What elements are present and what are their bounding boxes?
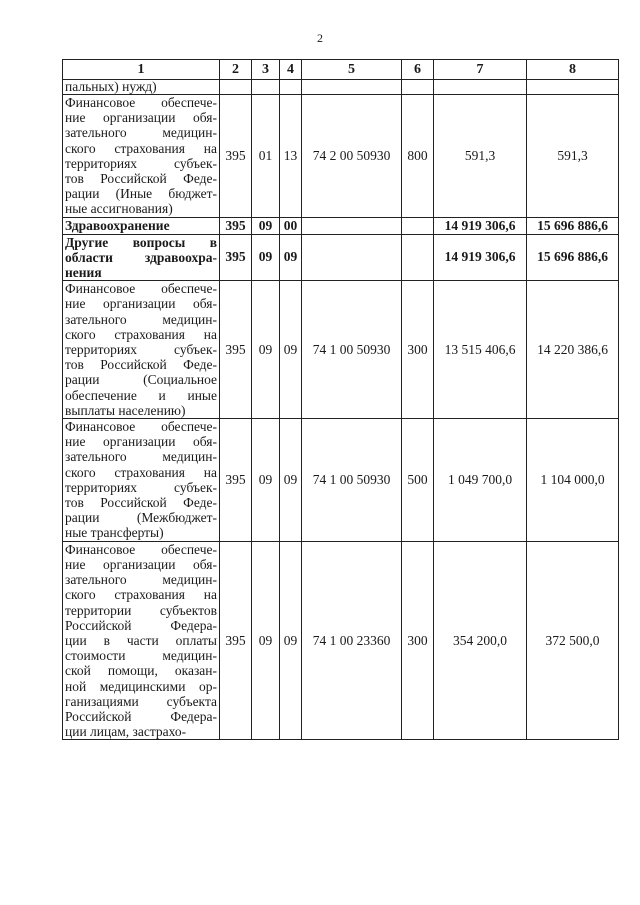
- row-name: [63, 95, 220, 218]
- cell-c6: [402, 234, 434, 281]
- cell-c7: 13 515 406,6: [434, 281, 527, 419]
- cell-c8: 1 104 000,0: [527, 419, 619, 542]
- row-name-line: зательного медицин-: [65, 311, 217, 327]
- header-row: [63, 60, 619, 80]
- table-row: [63, 281, 619, 419]
- row-name-line: территориях субъек-: [65, 342, 217, 358]
- cell-c5: [302, 217, 402, 234]
- row-name: [63, 217, 220, 234]
- row-name-line: Финансовое обеспече-: [65, 95, 217, 110]
- cell-c8: 15 696 886,6: [527, 234, 619, 281]
- cell-c6: 300: [402, 281, 434, 419]
- cell-c2: 395: [220, 234, 252, 281]
- row-name-line: зательного медицин-: [65, 449, 217, 465]
- row-name-line: ганизациями субъекта: [65, 693, 217, 709]
- row-name: [63, 234, 220, 281]
- cell-c7: 14 919 306,6: [434, 217, 527, 234]
- row-name-line: ние организации обя-: [65, 556, 217, 572]
- header-cell: 2: [220, 60, 252, 80]
- budget-table: [62, 59, 619, 740]
- header-cell: 4: [280, 60, 302, 80]
- row-name-line: ского страхования на: [65, 464, 217, 480]
- cell-c4: 09: [280, 419, 302, 542]
- table-row: [63, 95, 619, 218]
- row-name-line: области здравоохра-: [65, 249, 217, 265]
- row-name-line: ные ассигнования): [65, 201, 173, 217]
- row-name-line: нения: [65, 265, 102, 281]
- table-row: [63, 419, 619, 542]
- row-name-line: ского страхования на: [65, 140, 217, 156]
- header-cell: 8: [527, 60, 619, 80]
- cell-c2: 395: [220, 217, 252, 234]
- row-name-line: Финансовое обеспече-: [65, 419, 217, 435]
- cell-c3: 01: [252, 95, 280, 218]
- cell-c5: 74 1 00 50930: [302, 281, 402, 419]
- header-cell: 6: [402, 60, 434, 80]
- cell-c7: 354 200,0: [434, 541, 527, 740]
- row-name-line: ние организации обя-: [65, 110, 217, 126]
- cell-c7: 1 049 700,0: [434, 419, 527, 542]
- header-cell: 3: [252, 60, 280, 80]
- cell-c5: [302, 234, 402, 281]
- row-name-line: ции в части оплаты: [65, 632, 217, 648]
- cell-c5: 74 1 00 23360: [302, 541, 402, 740]
- cell-c4: 09: [280, 541, 302, 740]
- table-row: [63, 541, 619, 740]
- row-name-line: Российской Федера-: [65, 708, 217, 724]
- row-name-line: территориях субъек-: [65, 479, 217, 495]
- row-name-line: Финансовое обеспече-: [65, 541, 217, 557]
- row-name-line: Финансовое обеспече-: [65, 281, 217, 297]
- continuation-row: [63, 80, 619, 95]
- cell-c4: 09: [280, 234, 302, 281]
- cell-c8: 372 500,0: [527, 541, 619, 740]
- cell-c6: 800: [402, 95, 434, 218]
- cell-c2: 395: [220, 419, 252, 542]
- row-name-line: ние организации обя-: [65, 296, 217, 312]
- cell-c3: 09: [252, 541, 280, 740]
- cell-c8: 591,3: [527, 95, 619, 218]
- table-row: [63, 217, 619, 234]
- cell-c6: 500: [402, 419, 434, 542]
- row-name-line: ской помощи, оказан-: [65, 663, 217, 679]
- cell-c4: 00: [280, 217, 302, 234]
- cell-c3: 09: [252, 419, 280, 542]
- row-name-line: стоимости медицин-: [65, 648, 217, 664]
- row-name-line: территории субъектов: [65, 602, 217, 618]
- row-name-line: тов Российской Феде-: [65, 171, 217, 187]
- row-name-line: зательного медицин-: [65, 125, 217, 141]
- cell-c2: 395: [220, 95, 252, 218]
- row-name-line: ные трансферты): [65, 525, 164, 541]
- cell-c3: 09: [252, 217, 280, 234]
- cell-c8: 14 220 386,6: [527, 281, 619, 419]
- row-name: [63, 541, 220, 740]
- row-name-line: выплаты населению): [65, 402, 186, 418]
- cell-c4: 13: [280, 95, 302, 218]
- row-name: [63, 419, 220, 542]
- cell-c6: 300: [402, 541, 434, 740]
- row-name-line: обеспечение и иные: [65, 387, 217, 403]
- row-name-line: Российской Федера-: [65, 617, 217, 633]
- cell-c7: 14 919 306,6: [434, 234, 527, 281]
- row-name-line: Здравоохранение: [65, 218, 170, 234]
- cell-c3: 09: [252, 281, 280, 419]
- cell-c5: 74 2 00 50930: [302, 95, 402, 218]
- row-name-line: ной медицинскими ор-: [65, 678, 217, 694]
- row-name-line: ние организации обя-: [65, 434, 217, 450]
- cell-c6: [402, 217, 434, 234]
- row-name-line: тов Российской Феде-: [65, 495, 217, 511]
- table-row: [63, 234, 619, 281]
- cell-c4: 09: [280, 281, 302, 419]
- row-name-line: ского страхования на: [65, 326, 217, 342]
- row-name-line: Другие вопросы в: [65, 234, 217, 250]
- cell-c2: 395: [220, 541, 252, 740]
- row-name-line: зательного медицин-: [65, 572, 217, 588]
- header-cell: 1: [63, 60, 220, 80]
- row-name-line: ции лицам, застрахо-: [65, 724, 187, 740]
- row-name-line: рации (Социальное: [65, 372, 217, 388]
- row-name: [63, 281, 220, 419]
- cell-c7: 591,3: [434, 95, 527, 218]
- cell-c8: 15 696 886,6: [527, 217, 619, 234]
- cell-c3: 09: [252, 234, 280, 281]
- continuation-text: пальных) нужд): [63, 80, 220, 95]
- row-name-line: ского страхования на: [65, 587, 217, 603]
- cell-c5: 74 1 00 50930: [302, 419, 402, 542]
- row-name-line: рации (Иные бюджет-: [65, 186, 217, 202]
- cell-c2: 395: [220, 281, 252, 419]
- header-cell: 5: [302, 60, 402, 80]
- header-cell: 7: [434, 60, 527, 80]
- row-name-line: территориях субъек-: [65, 155, 217, 171]
- row-name-line: тов Российской Феде-: [65, 357, 217, 373]
- page-number: 2: [317, 31, 323, 45]
- row-name-line: рации (Межбюджет-: [65, 510, 217, 526]
